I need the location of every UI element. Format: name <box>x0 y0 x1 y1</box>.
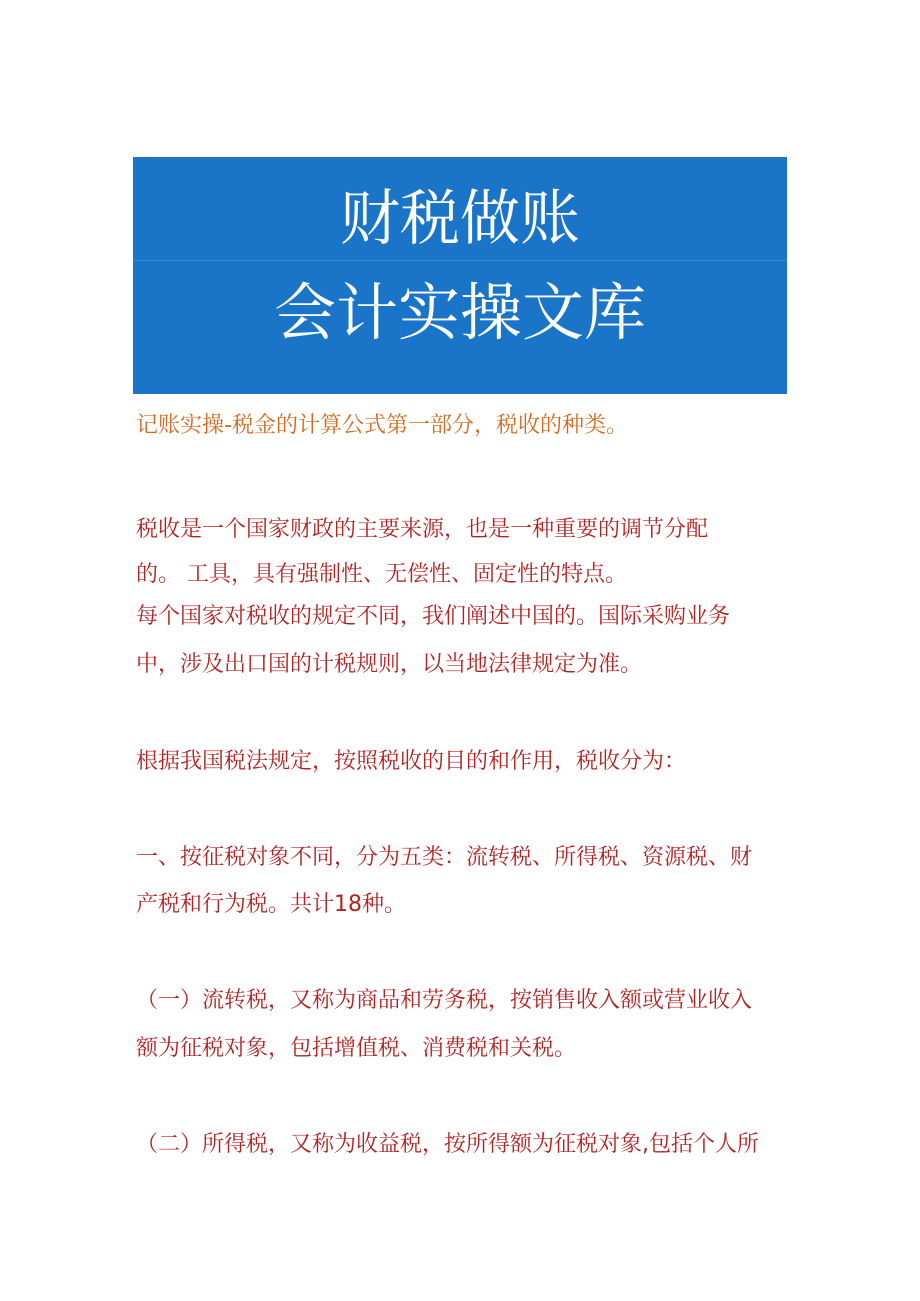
paragraph-line: 额为征税对象，包括增值税、消费税和关税。 <box>136 1036 577 1061</box>
title-banner <box>133 157 787 394</box>
paragraph-line: 中，涉及出口国的计税规则，以当地法律规定为准。 <box>136 652 643 677</box>
paragraph-line: 的。 工具，具有强制性、无偿性、固定性的特点。 <box>136 562 627 587</box>
banner-divider <box>133 260 787 261</box>
document-heading: 记账实操-税金的计算公式第一部分，税收的种类。 <box>136 413 628 438</box>
paragraph-line: 每个国家对税收的规定不同，我们阐述中国的。国际采购业务 <box>136 604 731 629</box>
paragraph-line: （一）流转税，又称为商品和劳务税，按销售收入额或营业收入 <box>136 988 753 1013</box>
paragraph-line: 产税和行为税。共计18种。 <box>136 892 406 917</box>
banner-title-line-1: 财税做账 <box>340 184 580 254</box>
paragraph-line: （二）所得税，又称为收益税，按所得额为征税对象,包括个人所 <box>136 1132 759 1157</box>
paragraph-line: 根据我国税法规定，按照税收的目的和作用，税收分为： <box>136 749 687 774</box>
paragraph-line: 税收是一个国家财政的主要来源，也是一种重要的调节分配 <box>136 517 709 542</box>
paragraph-line: 一、按征税对象不同，分为五类：流转税、所得税、资源税、财 <box>136 845 753 870</box>
banner-title-line-2: 会计实操文库 <box>273 276 646 349</box>
